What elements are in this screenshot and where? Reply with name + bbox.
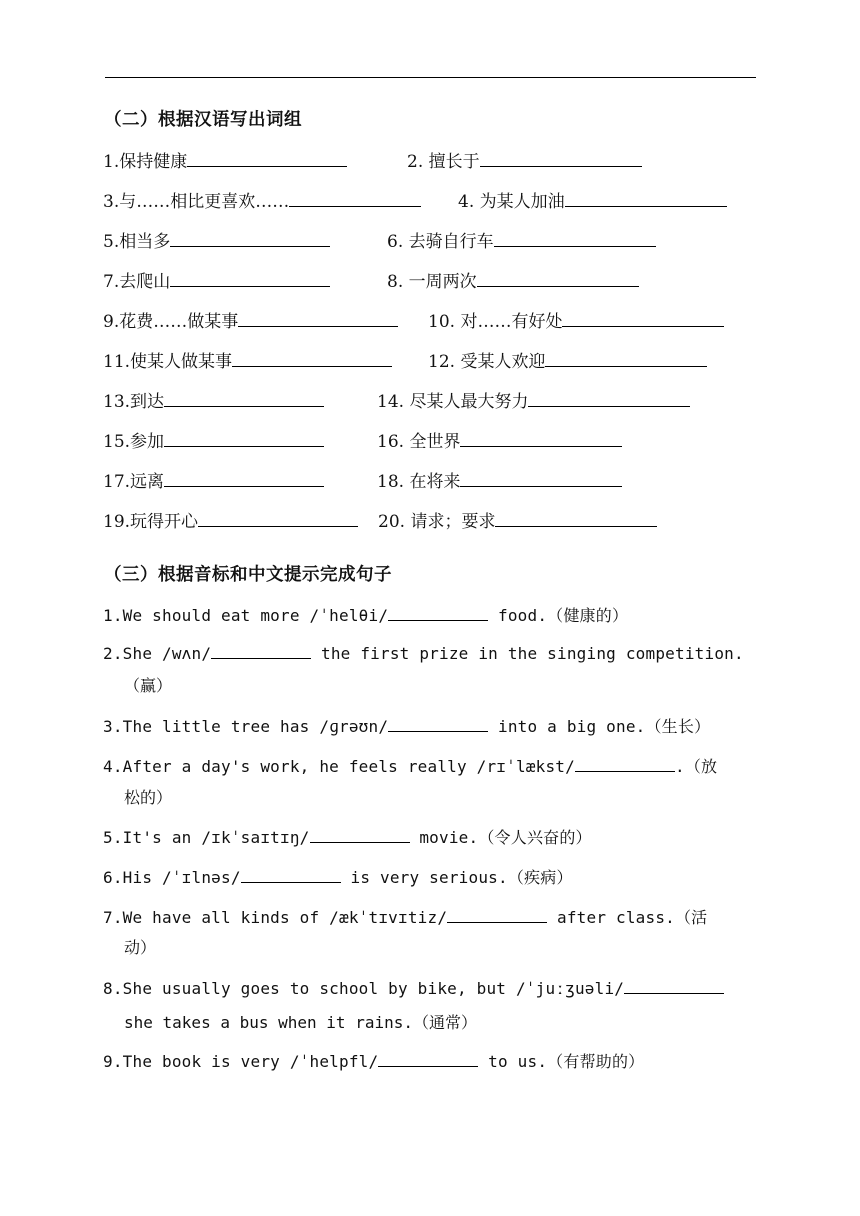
phrase-label: 3.与……相比更喜欢……	[103, 192, 290, 212]
phrase-item	[378, 507, 657, 532]
answer-blank[interactable]	[575, 756, 675, 772]
answer-blank[interactable]	[494, 229, 656, 247]
answer-blank[interactable]	[545, 349, 707, 367]
sentence-continuation: 动）	[124, 938, 157, 957]
answer-blank[interactable]	[211, 643, 311, 659]
phrase-item	[458, 187, 727, 212]
phrase-label: 14. 尽某人最大努力	[377, 392, 529, 412]
phrase-item	[377, 467, 622, 492]
sentence-text: movie.	[409, 828, 479, 847]
phrase-label: 6. 去骑自行车	[387, 232, 494, 252]
answer-blank[interactable]	[447, 907, 547, 923]
sentence-continuation: she takes a bus when it rains.（通常）	[124, 1013, 477, 1032]
phrase-item	[103, 307, 398, 332]
answer-blank[interactable]	[562, 309, 724, 327]
answer-blank[interactable]	[238, 309, 398, 327]
phrase-label: 11.使某人做某事	[103, 352, 233, 372]
chinese-hint: （生长）	[645, 717, 711, 736]
phrase-label: 9.花费……做某事	[103, 312, 239, 332]
phrase-item	[103, 347, 392, 372]
sentence-text: to us.	[478, 1052, 548, 1071]
phrase-item	[103, 427, 324, 452]
answer-blank[interactable]	[241, 867, 341, 883]
chinese-hint: （疾病）	[507, 868, 573, 887]
section-3-title: （三）根据音标和中文提示完成句子	[104, 565, 392, 585]
sentence-continuation: （赢）	[124, 676, 173, 695]
answer-blank[interactable]	[477, 269, 639, 287]
answer-blank[interactable]	[170, 269, 330, 287]
sentence-text: 2.She /wʌn/	[103, 644, 212, 663]
sentence-item	[103, 643, 744, 663]
phrase-label: 16. 全世界	[377, 432, 461, 452]
phrase-item	[103, 507, 358, 532]
answer-blank[interactable]	[310, 827, 410, 843]
sentence-text: 7.We have all kinds of /ækˈtɪvɪtiz/	[103, 908, 448, 927]
phrase-item	[103, 147, 347, 172]
answer-blank[interactable]	[170, 229, 330, 247]
phrase-item	[103, 267, 330, 292]
answer-blank[interactable]	[565, 189, 727, 207]
sentence-item	[103, 603, 628, 626]
phrase-item	[407, 147, 642, 172]
phrase-label: 8. 一周两次	[387, 272, 477, 292]
phrase-label: 19.玩得开心	[103, 512, 199, 532]
header-rule	[105, 77, 756, 78]
sentence-item	[103, 714, 710, 737]
phrase-label: 20. 请求；要求	[378, 512, 496, 532]
sentence-text: the first prize in the singing competition.	[311, 644, 744, 663]
phrase-label: 18. 在将来	[377, 472, 461, 492]
phrase-label: 5.相当多	[103, 232, 171, 252]
phrase-label: 2. 擅长于	[407, 152, 480, 172]
sentence-text: 9.The book is very /ˈhelpfl/	[103, 1052, 379, 1071]
section-2-title: （二）根据汉语写出词组	[104, 110, 302, 130]
chinese-hint: （有帮助的）	[547, 1052, 645, 1071]
answer-blank[interactable]	[495, 509, 657, 527]
phrase-label: 1.保持健康	[103, 152, 188, 172]
answer-blank[interactable]	[232, 349, 392, 367]
sentence-text: is very serious.	[340, 868, 508, 887]
answer-blank[interactable]	[388, 716, 488, 732]
sentence-text: 1.We should eat more /ˈhelθi/	[103, 606, 389, 625]
answer-blank[interactable]	[164, 429, 324, 447]
answer-blank[interactable]	[460, 429, 622, 447]
phrase-item	[387, 227, 656, 252]
answer-blank[interactable]	[388, 605, 488, 621]
sentence-item	[103, 978, 724, 998]
phrase-label: 7.去爬山	[103, 272, 171, 292]
sentence-item	[103, 754, 717, 777]
phrase-item	[103, 227, 330, 252]
sentence-text: food.	[488, 606, 548, 625]
phrase-item	[428, 307, 724, 332]
phrase-item	[103, 387, 324, 412]
answer-blank[interactable]	[378, 1051, 478, 1067]
phrase-item	[377, 387, 690, 412]
answer-blank[interactable]	[164, 389, 324, 407]
sentence-item	[103, 825, 592, 848]
answer-blank[interactable]	[164, 469, 324, 487]
chinese-hint: （健康的）	[547, 606, 629, 625]
sentence-continuation: 松的）	[124, 788, 173, 807]
phrase-label: 17.远离	[103, 472, 165, 492]
sentence-text: after class.	[547, 908, 675, 927]
phrase-label: 4. 为某人加油	[458, 192, 565, 212]
sentence-item	[103, 905, 707, 928]
phrase-label: 13.到达	[103, 392, 165, 412]
sentence-text: into a big one.	[488, 717, 646, 736]
phrase-item	[377, 427, 622, 452]
sentence-item	[103, 1049, 644, 1072]
sentence-item	[103, 865, 573, 888]
phrase-label: 12. 受某人欢迎	[428, 352, 546, 372]
answer-blank[interactable]	[460, 469, 622, 487]
phrase-item	[387, 267, 639, 292]
sentence-text: 4.After a day's work, he feels really /rɪˈlækst/	[103, 757, 575, 776]
sentence-text: 6.His /ˈɪlnəs/	[103, 868, 241, 887]
sentence-text: 8.She usually goes to school by bike, but /ˈjuːʒuəli/	[103, 979, 625, 998]
chinese-hint: （令人兴奋的）	[478, 828, 592, 847]
chinese-hint: （放	[684, 757, 718, 776]
answer-blank[interactable]	[480, 149, 642, 167]
sentence-text: 3.The little tree has /ɡrəʊn/	[103, 717, 389, 736]
phrase-item	[428, 347, 707, 372]
answer-blank[interactable]	[289, 189, 421, 207]
chinese-hint: （活	[674, 908, 708, 927]
sentence-text: 5.It's an /ɪkˈsaɪtɪŋ/	[103, 828, 310, 847]
answer-blank[interactable]	[187, 149, 347, 167]
answer-blank[interactable]	[528, 389, 690, 407]
phrase-label: 10. 对……有好处	[428, 312, 563, 332]
answer-blank[interactable]	[198, 509, 358, 527]
phrase-item	[103, 467, 324, 492]
sentence-text: .	[674, 757, 685, 776]
phrase-item	[103, 187, 421, 212]
phrase-label: 15.参加	[103, 432, 165, 452]
answer-blank[interactable]	[624, 978, 724, 994]
